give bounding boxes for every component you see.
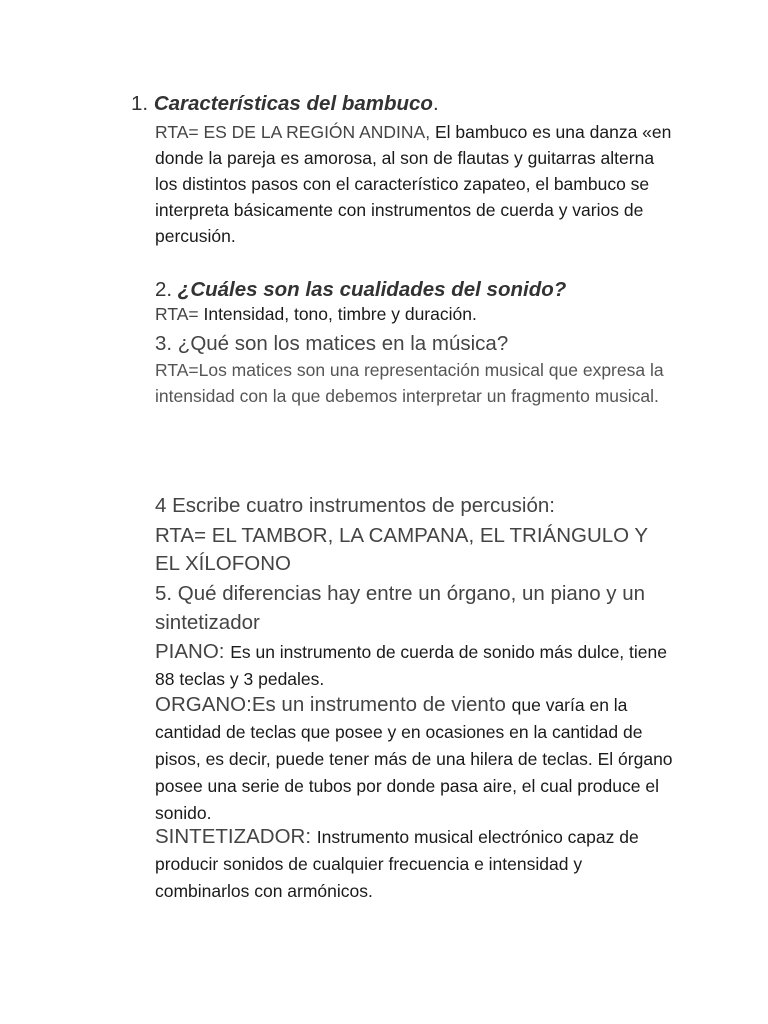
sintetizador-text: Instrumento musical electrónico capaz de producir sonidos de cualquier frecuencia e intensidad y combinarlos con armónicos. bbox=[155, 827, 639, 901]
piano-text: Es un instrumento de cuerda de sonido más dulce, tiene 88 teclas y 3 pedales. bbox=[155, 642, 667, 689]
answer-2 bbox=[155, 301, 675, 327]
answer-1-text: El bambuco es una danza «en donde la pareja es amorosa, al son de flautas y guitarras alterna los distintos pasos con el característico zapateo, el bambuco se interpreta básicamente con instrumentos de cuerda y varios de percusión. bbox=[155, 122, 672, 246]
question-1-number: 1. bbox=[131, 92, 149, 115]
answer-5-piano bbox=[155, 638, 675, 693]
answer-4: RTA= EL TAMBOR, LA CAMPANA, EL TRIÁNGULO Y EL XÍLOFONO bbox=[155, 524, 648, 575]
answer-1-prefix: RTA= ES DE LA REGIÓN ANDINA, bbox=[155, 122, 435, 142]
sintetizador-label: SINTETIZADOR: bbox=[155, 825, 317, 848]
question-2-title: ¿Cuáles son las cualidades del sonido? bbox=[177, 278, 567, 301]
question-3: 3. ¿Qué son los matices en la música? bbox=[155, 332, 509, 355]
question-5: 5. Qué diferencias hay entre un órgano, un piano y un sintetizador bbox=[155, 582, 646, 634]
answer-5-organo bbox=[155, 691, 675, 827]
organo-label: ORGANO:Es un instrumento de viento bbox=[155, 693, 512, 716]
answer-2-prefix: RTA= bbox=[155, 304, 204, 324]
question-1-period: . bbox=[432, 92, 439, 115]
question-1 bbox=[131, 90, 651, 118]
organo-text: que varía en la cantidad de teclas que posee y en ocasiones en la cantidad de pisos, es decir, puede tener más de una hilera de teclas. El órgano posee una serie de tubos por donde pasa aire, el cual produce el sonido. bbox=[155, 695, 673, 823]
question-2 bbox=[155, 276, 675, 304]
answer-3: RTA=Los matices son una representación musical que expresa la intensidad con la que debemos interpretar un fragmento musical. bbox=[155, 360, 664, 406]
answer-1 bbox=[155, 119, 675, 249]
answer-2-text: Intensidad, tono, timbre y duración. bbox=[203, 304, 477, 324]
question-4: 4 Escribe cuatro instrumentos de percusión: bbox=[155, 494, 555, 517]
question-1-title: Características del bambuco bbox=[153, 92, 433, 115]
answer-5-sintetizador bbox=[155, 823, 675, 905]
question-2-number: 2. bbox=[155, 278, 178, 301]
piano-label: PIANO: bbox=[155, 640, 231, 663]
